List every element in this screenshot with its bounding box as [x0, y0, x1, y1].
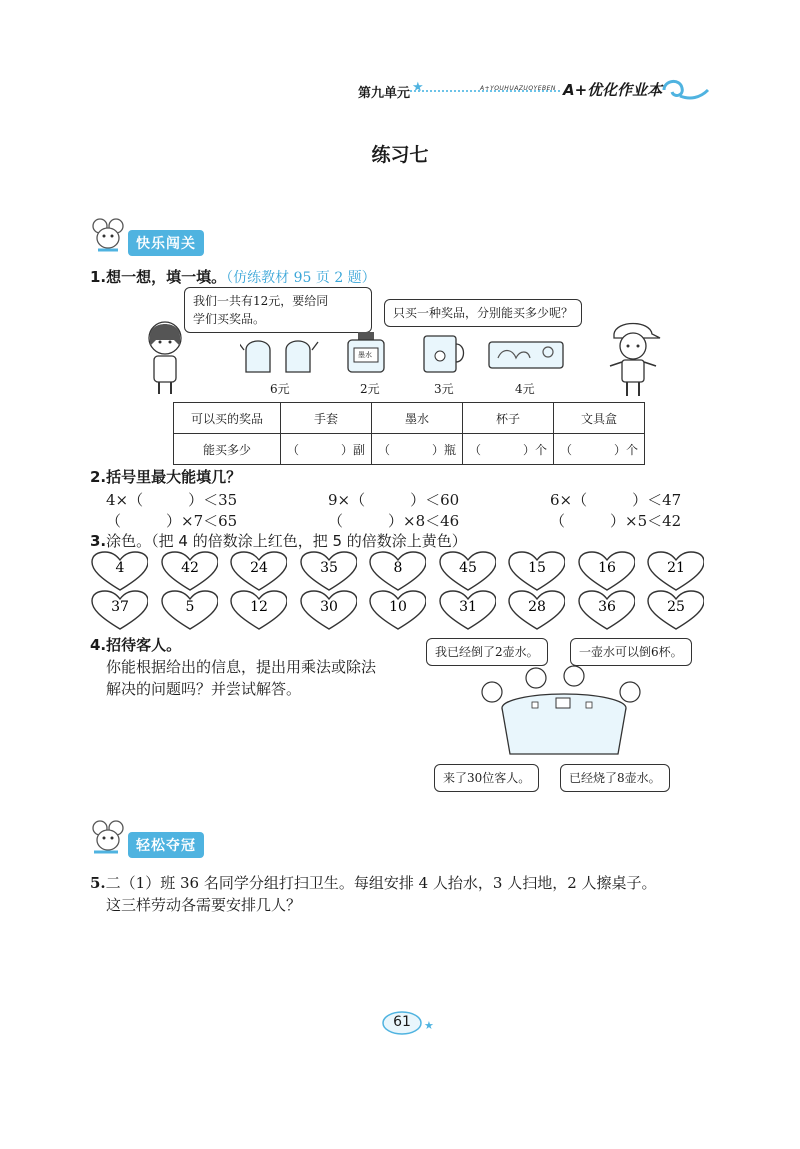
heart-value: 15 — [528, 560, 546, 576]
section-badge-2 — [88, 832, 204, 858]
bubble-poured: 我已经倒了2壶水。 — [426, 638, 548, 666]
bubble-boy: 只买一种奖品，分别能买多少呢？ — [384, 299, 582, 327]
table-row-label: 能买多少 — [174, 434, 281, 465]
heart-value: 42 — [180, 560, 199, 576]
heart-number[interactable] — [299, 550, 357, 594]
page-number-badge — [380, 1010, 434, 1040]
purchase-table — [173, 402, 645, 465]
ink-label: 墨水 — [358, 351, 372, 359]
table-header-cell: 手套 — [281, 403, 372, 434]
inequality[interactable]: 6×（ ）＜47 — [550, 491, 682, 509]
q4-title — [90, 634, 181, 655]
heart-number[interactable] — [577, 589, 635, 633]
heart-value: 16 — [597, 560, 616, 576]
q3-title — [90, 530, 467, 551]
q5-text-1: 二（1）班 36 名同学分组打扫卫生。每组安排 4 人抬水，3 人扫地，2 人擦桌子。 — [105, 874, 657, 892]
table-header-cell: 文具盒 — [554, 403, 645, 434]
boy-illustration — [606, 318, 662, 400]
page-title: 练习七 — [371, 144, 429, 166]
table-header-cell: 墨水 — [372, 403, 463, 434]
price-ink: 2元 — [360, 382, 380, 396]
bubble-girl-line-2: 学们买奖品。 — [193, 312, 266, 326]
gloves-icon — [240, 332, 322, 378]
q4-body — [106, 656, 376, 700]
heart-number[interactable] — [299, 589, 357, 633]
q3-number: 3. — [90, 532, 107, 550]
hearts-row-2 — [90, 589, 710, 635]
bubble-guests: 来了30位客人。 — [434, 764, 539, 792]
swirl-icon — [660, 76, 710, 102]
bubble-cups-per-pot: 一壶水可以倒6杯。 — [570, 638, 692, 666]
section-label: 轻松夺冠 — [128, 832, 204, 858]
heart-number[interactable] — [577, 550, 635, 594]
heart-value: 5 — [185, 599, 194, 615]
q2-number: 2. — [90, 468, 107, 486]
mouse-mascot-icon — [88, 818, 128, 858]
table-header-cell: 可以买的奖品 — [174, 403, 281, 434]
brand-title: A+优化作业本 — [563, 81, 663, 99]
q4-number: 4. — [90, 636, 107, 654]
answer-cell-pencil-box[interactable]: （ ）个 — [554, 434, 645, 465]
heart-value: 35 — [319, 560, 338, 576]
heart-number[interactable] — [160, 589, 218, 633]
q4-text: 招待客人。 — [106, 636, 182, 654]
pencil-box-icon — [486, 338, 566, 372]
q4-body-line-1: 你能根据给出的信息，提出用乘法或除法 — [106, 658, 377, 676]
q3-text: 涂色。（把 4 的倍数涂上红色，把 5 的倍数涂上黄色） — [106, 532, 467, 550]
inequality[interactable]: （ ）×7＜65 — [106, 512, 238, 530]
section-badge-1 — [88, 230, 204, 256]
answer-cell-ink[interactable]: （ ）瓶 — [372, 434, 463, 465]
heart-value: 36 — [597, 599, 616, 615]
section-label: 快乐闯关 — [128, 230, 204, 256]
q1-number: 1. — [90, 268, 107, 286]
q5 — [90, 872, 657, 916]
q5-line-2: 这三样劳动各需要安排几人？ — [106, 896, 302, 914]
bubble-boiled: 已经烧了8壶水。 — [560, 764, 670, 792]
inequality[interactable]: 4×（ ）＜35 — [106, 491, 238, 509]
heart-value: 37 — [111, 599, 129, 615]
heart-value: 24 — [250, 560, 268, 576]
bubble-girl — [184, 287, 372, 333]
heart-value: 4 — [115, 560, 125, 576]
tea-party-illustration — [476, 662, 656, 762]
answer-cell-cup[interactable]: （ ）个 — [463, 434, 554, 465]
inequality[interactable]: 9×（ ）＜60 — [328, 491, 460, 509]
q1-title — [90, 266, 376, 287]
price-gloves: 6元 — [270, 382, 290, 396]
heart-number[interactable] — [368, 550, 426, 594]
heart-value: 10 — [389, 599, 407, 615]
heart-number[interactable] — [229, 589, 287, 633]
heart-value: 31 — [458, 599, 477, 615]
heart-number[interactable] — [90, 589, 148, 633]
q2-title — [90, 466, 241, 487]
heart-number[interactable] — [507, 550, 565, 594]
brand-pinyin: A+YOUHUAZUOYEBEN — [480, 85, 556, 92]
heart-value: 45 — [458, 560, 477, 576]
heart-number[interactable] — [507, 589, 565, 633]
price-pencil-box: 4元 — [515, 382, 535, 396]
heart-number[interactable] — [90, 550, 148, 594]
heart-value: 8 — [393, 560, 403, 576]
star-icon: ★ — [424, 1019, 434, 1032]
page-number: 61 — [393, 1014, 411, 1030]
q1-text: 想一想，填一填。 — [106, 268, 227, 286]
inequality[interactable]: （ ）×8＜46 — [328, 512, 460, 530]
heart-number[interactable] — [646, 589, 704, 633]
heart-value: 12 — [250, 599, 268, 615]
heart-number[interactable] — [229, 550, 287, 594]
star-icon: ★ — [412, 80, 424, 95]
unit-label: 第九单元 — [358, 86, 411, 101]
heart-value: 21 — [667, 560, 685, 576]
table-header-cell: 杯子 — [463, 403, 554, 434]
heart-number[interactable] — [368, 589, 426, 633]
answer-cell-gloves[interactable]: （ ）副 — [281, 434, 372, 465]
heart-number[interactable] — [438, 589, 496, 633]
bubble-girl-line-1: 我们一共有12元，要给同 — [193, 294, 329, 308]
heart-number[interactable] — [160, 550, 218, 594]
heart-value: 30 — [319, 599, 338, 615]
heart-value: 28 — [528, 599, 546, 615]
heart-number[interactable] — [438, 550, 496, 594]
q5-line-1 — [90, 872, 657, 894]
q1-note: （仿练教材 95 页 2 题） — [226, 270, 376, 286]
mouse-mascot-icon — [88, 216, 128, 256]
cup-icon — [420, 332, 468, 376]
table-row — [174, 403, 645, 434]
price-cup: 3元 — [434, 382, 454, 396]
girl-illustration — [142, 318, 188, 398]
inequality[interactable]: （ ）×5＜42 — [550, 512, 682, 530]
q2-text: 括号里最大能填几？ — [106, 468, 242, 486]
heart-number[interactable] — [646, 550, 704, 594]
heart-value: 25 — [667, 599, 685, 615]
q5-number: 5. — [90, 874, 106, 892]
table-row — [174, 434, 645, 465]
q4-body-line-2: 解决的问题吗？并尝试解答。 — [106, 680, 302, 698]
